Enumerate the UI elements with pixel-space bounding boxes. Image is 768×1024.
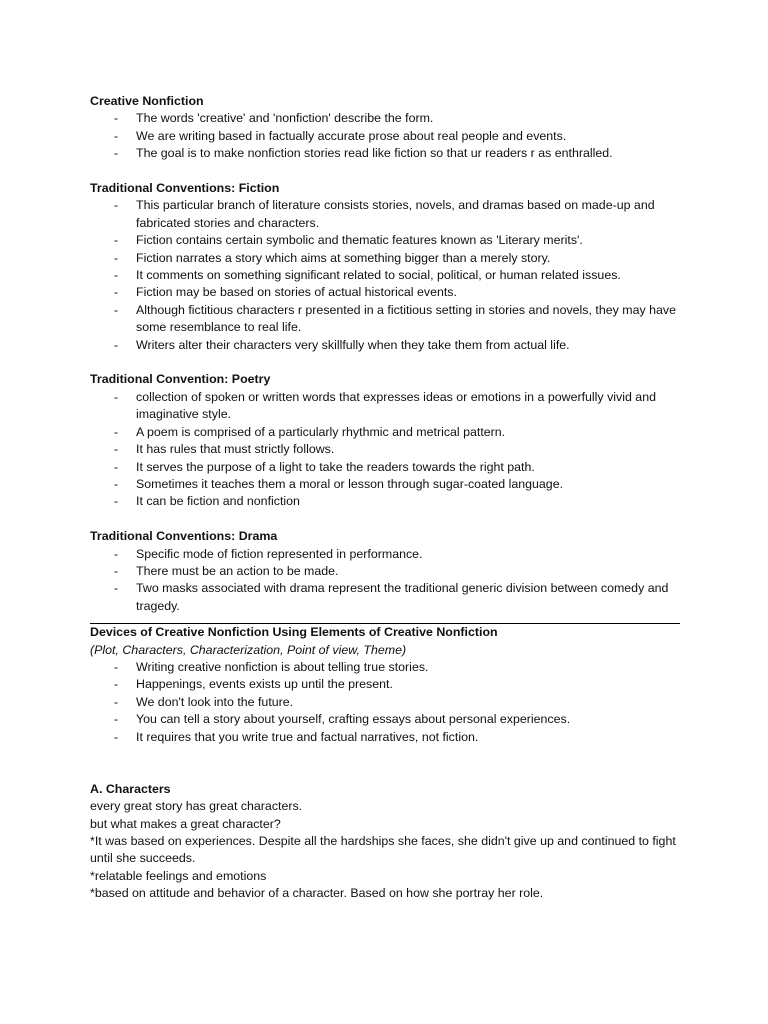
section-creative-nonfiction [90,93,680,163]
list-item-text: Writing creative nonfiction is about telling true stories. [136,659,429,674]
list-item-text: It can be fiction and nonfiction [136,494,300,509]
section-subtitle: (Plot, Characters, Characterization, Point of view, Theme) [90,642,407,657]
list-item [90,128,680,145]
list-item-text: Fiction contains certain symbolic and thematic features known as 'Literary merits'. [136,233,583,248]
list-item-text: Fiction narrates a story which aims at something bigger than a merely story. [136,250,551,265]
dash-marker: - [114,302,119,317]
dash-marker: - [114,494,119,509]
list-item [90,250,680,267]
dash-marker: - [114,442,119,457]
list-item [90,676,680,693]
section-heading: Traditional Conventions: Drama [90,529,278,544]
section-heading: Devices of Creative Nonfiction Using Elements of Creative Nonfiction [90,625,498,640]
list-item [90,711,680,728]
list-item [90,459,680,476]
dash-marker: - [114,476,119,491]
list-item-text: We are writing based in factually accurate prose about real people and events. [136,128,567,143]
section-drama [90,528,680,615]
list-item-text: This particular branch of literature consists stories, novels, and dramas based on made-up and fabricated stories and characters. [136,198,655,230]
dash-marker: - [114,712,119,727]
bullet-list [90,110,680,162]
dash-marker: - [114,128,119,143]
list-item [90,424,680,441]
list-item [90,441,680,458]
list-item [90,145,680,162]
dash-marker: - [114,694,119,709]
list-item-text: It serves the purpose of a light to take the readers towards the right path. [136,459,535,474]
list-item-text: The words 'creative' and 'nonfiction' describe the form. [136,111,434,126]
list-item [90,110,680,127]
list-item-text: We don't look into the future. [136,694,294,709]
dash-marker: - [114,233,119,248]
section-fiction [90,180,680,354]
section-devices [90,624,680,746]
list-item [90,493,680,510]
list-item [90,729,680,746]
section-heading: A. Characters [90,781,171,796]
list-item [90,694,680,711]
list-item [90,659,680,676]
paragraph-line: *based on attitude and behavior of a character. Based on how she portray her role. [90,886,544,901]
dash-marker: - [114,250,119,265]
list-item-text: It comments on something significant related to social, political, or human related issues. [136,268,621,283]
dash-marker: - [114,389,119,404]
list-item [90,563,680,580]
dash-marker: - [114,546,119,561]
dash-marker: - [114,285,119,300]
dash-marker: - [114,337,119,352]
dash-marker: - [114,659,119,674]
list-item-text: Two masks associated with drama represent the traditional generic division between comedy and tragedy. [136,581,669,613]
list-item-text: You can tell a story about yourself, crafting essays about personal experiences. [136,712,571,727]
spacer [90,163,680,180]
list-item-text: Although fictitious characters r presented in a fictitious setting in stories and novels, they may have some resemblance to real life. [136,302,676,335]
section-characters [90,781,680,903]
list-item-text: Fiction may be based on stories of actual historical events. [136,285,457,300]
dash-marker: - [114,581,119,596]
list-item-text: collection of spoken or written words that expresses ideas or emotions in a powerfully vivid and imaginative style. [136,389,656,422]
dash-marker: - [114,146,119,161]
dash-marker: - [114,424,119,439]
list-item-text: Happenings, events exists up until the present. [136,677,393,692]
paragraph-line: *relatable feelings and emotions [90,868,267,883]
dash-marker: - [114,198,119,213]
list-item-text: Sometimes it teaches them a moral or lesson through sugar-coated language. [136,476,564,491]
section-poetry [90,371,680,510]
list-item [90,232,680,249]
list-item [90,389,680,424]
list-item [90,267,680,284]
list-item-text: It requires that you write true and factual narratives, not fiction. [136,729,479,744]
section-heading: Traditional Conventions: Fiction [90,181,280,196]
dash-marker: - [114,677,119,692]
spacer [90,354,680,371]
list-item-text: A poem is comprised of a particularly rhythmic and metrical pattern. [136,424,506,439]
section-heading: Traditional Convention: Poetry [90,372,271,387]
dash-marker: - [114,563,119,578]
list-item [90,337,680,354]
bullet-list [90,546,680,616]
dash-marker: - [114,459,119,474]
section-heading: Creative Nonfiction [90,94,204,108]
bullet-list [90,389,680,511]
spacer [90,746,680,781]
paragraph-line: but what makes a great character? [90,816,281,831]
list-item-text: Writers alter their characters very skillfully when they take them from actual life. [136,337,570,352]
list-item-text: It has rules that must strictly follows. [136,442,335,457]
list-item [90,197,680,232]
dash-marker: - [114,111,119,126]
spacer [90,511,680,528]
list-item [90,580,680,615]
list-item-text: There must be an action to be made. [136,563,339,578]
document-page [90,93,680,903]
paragraph-line: *It was based on experiences. Despite all the hardships she faces, she didn't give up and continued to fight until she succeeds. [90,834,676,866]
bullet-list [90,197,680,354]
paragraph-line: every great story has great characters. [90,799,303,814]
list-item [90,284,680,301]
list-item [90,302,680,337]
bullet-list [90,659,680,746]
list-item [90,546,680,563]
list-item-text: The goal is to make nonfiction stories read like fiction so that ur readers r as enthralled. [136,146,613,161]
dash-marker: - [114,268,119,283]
list-item-text: Specific mode of fiction represented in performance. [136,546,423,561]
list-item [90,476,680,493]
dash-marker: - [114,729,119,744]
